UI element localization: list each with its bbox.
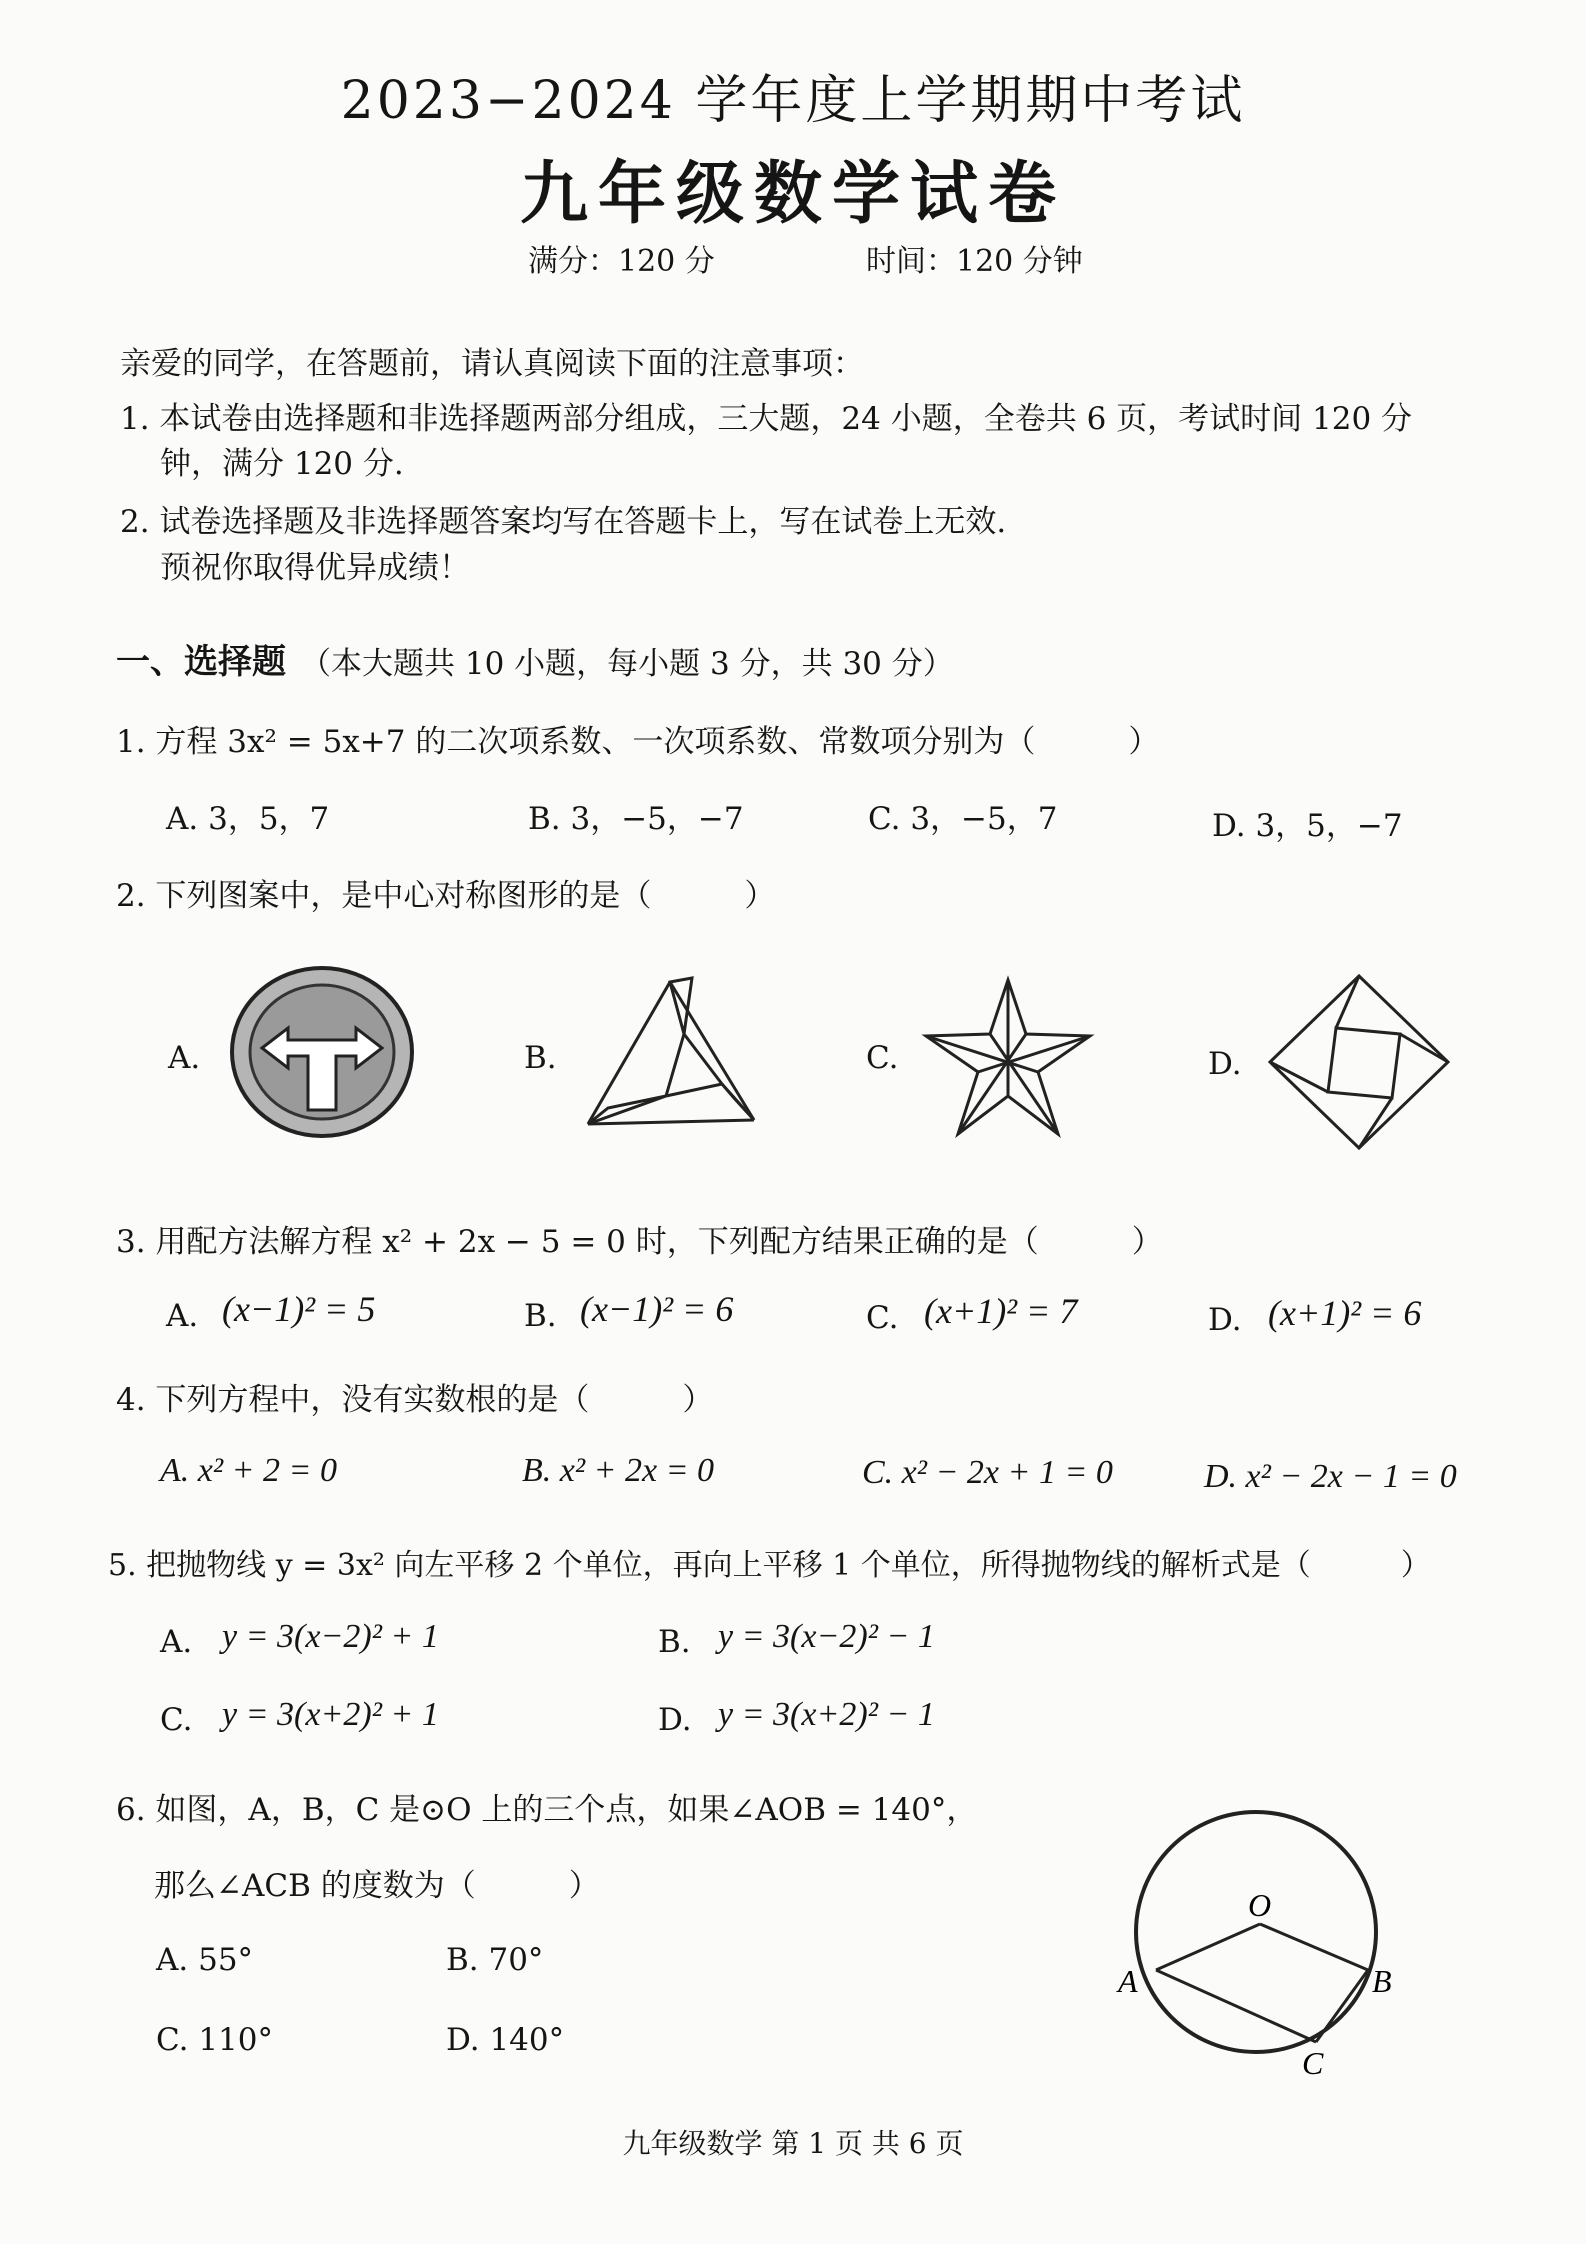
question-6-stem-line1: 6. 如图，A，B，C 是⊙O 上的三个点，如果∠AOB = 140°，	[116, 1792, 978, 1828]
q6-option-a: A. 55°	[156, 1942, 254, 1978]
page-footer: 九年级数学 第 1 页 共 6 页	[622, 2127, 964, 2160]
traffic-sign-figure	[228, 964, 416, 1140]
q3-option-a-expr: (x−1)² = 5	[222, 1289, 376, 1329]
question-4-stem: 4. 下列方程中，没有实数根的是（ ）	[116, 1382, 714, 1418]
q5-option-b-expr: y = 3(x−2)² − 1	[718, 1618, 935, 1655]
point-c-label: C	[1302, 2045, 1324, 2076]
q2-option-b: B.	[524, 1040, 557, 1076]
q4-option-d: D. x² − 2x − 1 = 0	[1204, 1458, 1457, 1495]
question-2-stem: 2. 下列图案中，是中心对称图形的是（ ）	[116, 878, 776, 914]
star-figure	[918, 974, 1098, 1144]
point-b-label: B	[1372, 1963, 1392, 1999]
q5-option-b: B.	[658, 1624, 691, 1660]
paper-title: 九年级数学试卷	[519, 154, 1066, 234]
full-score: 满分：120 分	[528, 244, 715, 279]
q2-option-d: D.	[1208, 1046, 1242, 1082]
q3-option-c-expr: (x+1)² = 7	[924, 1291, 1078, 1331]
q4-option-c: C. x² − 2x + 1 = 0	[862, 1454, 1113, 1491]
q6-option-b: B. 70°	[446, 1942, 544, 1978]
q2-option-a: A.	[168, 1040, 201, 1076]
q5-option-d-expr: y = 3(x+2)² − 1	[718, 1696, 935, 1733]
notice-item1-line1: 1. 本试卷由选择题和非选择题两部分组成，三大题，24 小题，全卷共 6 页，考试时间 120 分	[120, 401, 1413, 437]
pinwheel-triangle-figure	[578, 974, 764, 1138]
q1-option-d: D. 3，5，−7	[1212, 808, 1403, 844]
q1-option-c: C. 3，−5，7	[868, 801, 1058, 837]
point-a-label: A	[1118, 1963, 1138, 1999]
q2-option-c: C.	[866, 1040, 899, 1076]
q5-option-a-expr: y = 3(x−2)² + 1	[222, 1618, 439, 1655]
question-3-stem: 3. 用配方法解方程 x² + 2x − 5 = 0 时，下列配方结果正确的是（ ）	[116, 1224, 1163, 1260]
exam-title: 2023−2024 学年度上学期期中考试	[340, 71, 1246, 131]
question-6-stem-line2: 那么∠ACB 的度数为（ ）	[154, 1868, 600, 1904]
q5-option-c: C.	[160, 1702, 193, 1738]
q4-option-a: A. x² + 2 = 0	[160, 1452, 337, 1489]
notice-intro: 亲爱的同学，在答题前，请认真阅读下面的注意事项：	[120, 346, 864, 382]
question-1-stem: 1. 方程 3x² = 5x+7 的二次项系数、一次项系数、常数项分别为（ ）	[116, 724, 1160, 760]
q6-option-c: C. 110°	[156, 2022, 273, 2058]
q5-option-d: D.	[658, 1702, 692, 1738]
q3-option-a: A.	[166, 1298, 199, 1334]
q3-option-d: D.	[1208, 1302, 1242, 1338]
notice-item2-line1: 2. 试卷选择题及非选择题答案均写在答题卡上，写在试卷上无效.	[120, 504, 1007, 540]
q5-option-a: A.	[160, 1624, 193, 1660]
point-o-label: O	[1248, 1887, 1272, 1923]
question-5-stem: 5. 把抛物线 y = 3x² 向左平移 2 个单位，再向上平移 1 个单位，所得抛物线的解析式是（ ）	[108, 1548, 1431, 1583]
q3-option-b: B.	[524, 1298, 557, 1334]
notice-item2-line2: 预祝你取得优异成绩！	[160, 550, 470, 586]
exam-time: 时间：120 分钟	[866, 244, 1083, 279]
q3-option-b-expr: (x−1)² = 6	[580, 1289, 734, 1329]
q5-option-c-expr: y = 3(x+2)² + 1	[222, 1696, 439, 1733]
notice-item1-line2: 钟，满分 120 分.	[160, 446, 404, 482]
square-pinwheel-figure	[1264, 970, 1454, 1154]
section-subtitle: （本大题共 10 小题，每小题 3 分，共 30 分）	[300, 646, 954, 682]
q4-option-b: B. x² + 2x = 0	[522, 1452, 715, 1489]
section-title: 一、选择题	[116, 642, 286, 682]
q1-option-a: A. 3，5，7	[166, 801, 330, 837]
q3-option-c: C.	[866, 1300, 899, 1336]
circle-angle-figure	[1110, 1806, 1410, 2076]
q1-option-b: B. 3，−5，−7	[528, 801, 744, 837]
q3-option-d-expr: (x+1)² = 6	[1268, 1293, 1422, 1333]
q6-option-d: D. 140°	[446, 2022, 565, 2058]
